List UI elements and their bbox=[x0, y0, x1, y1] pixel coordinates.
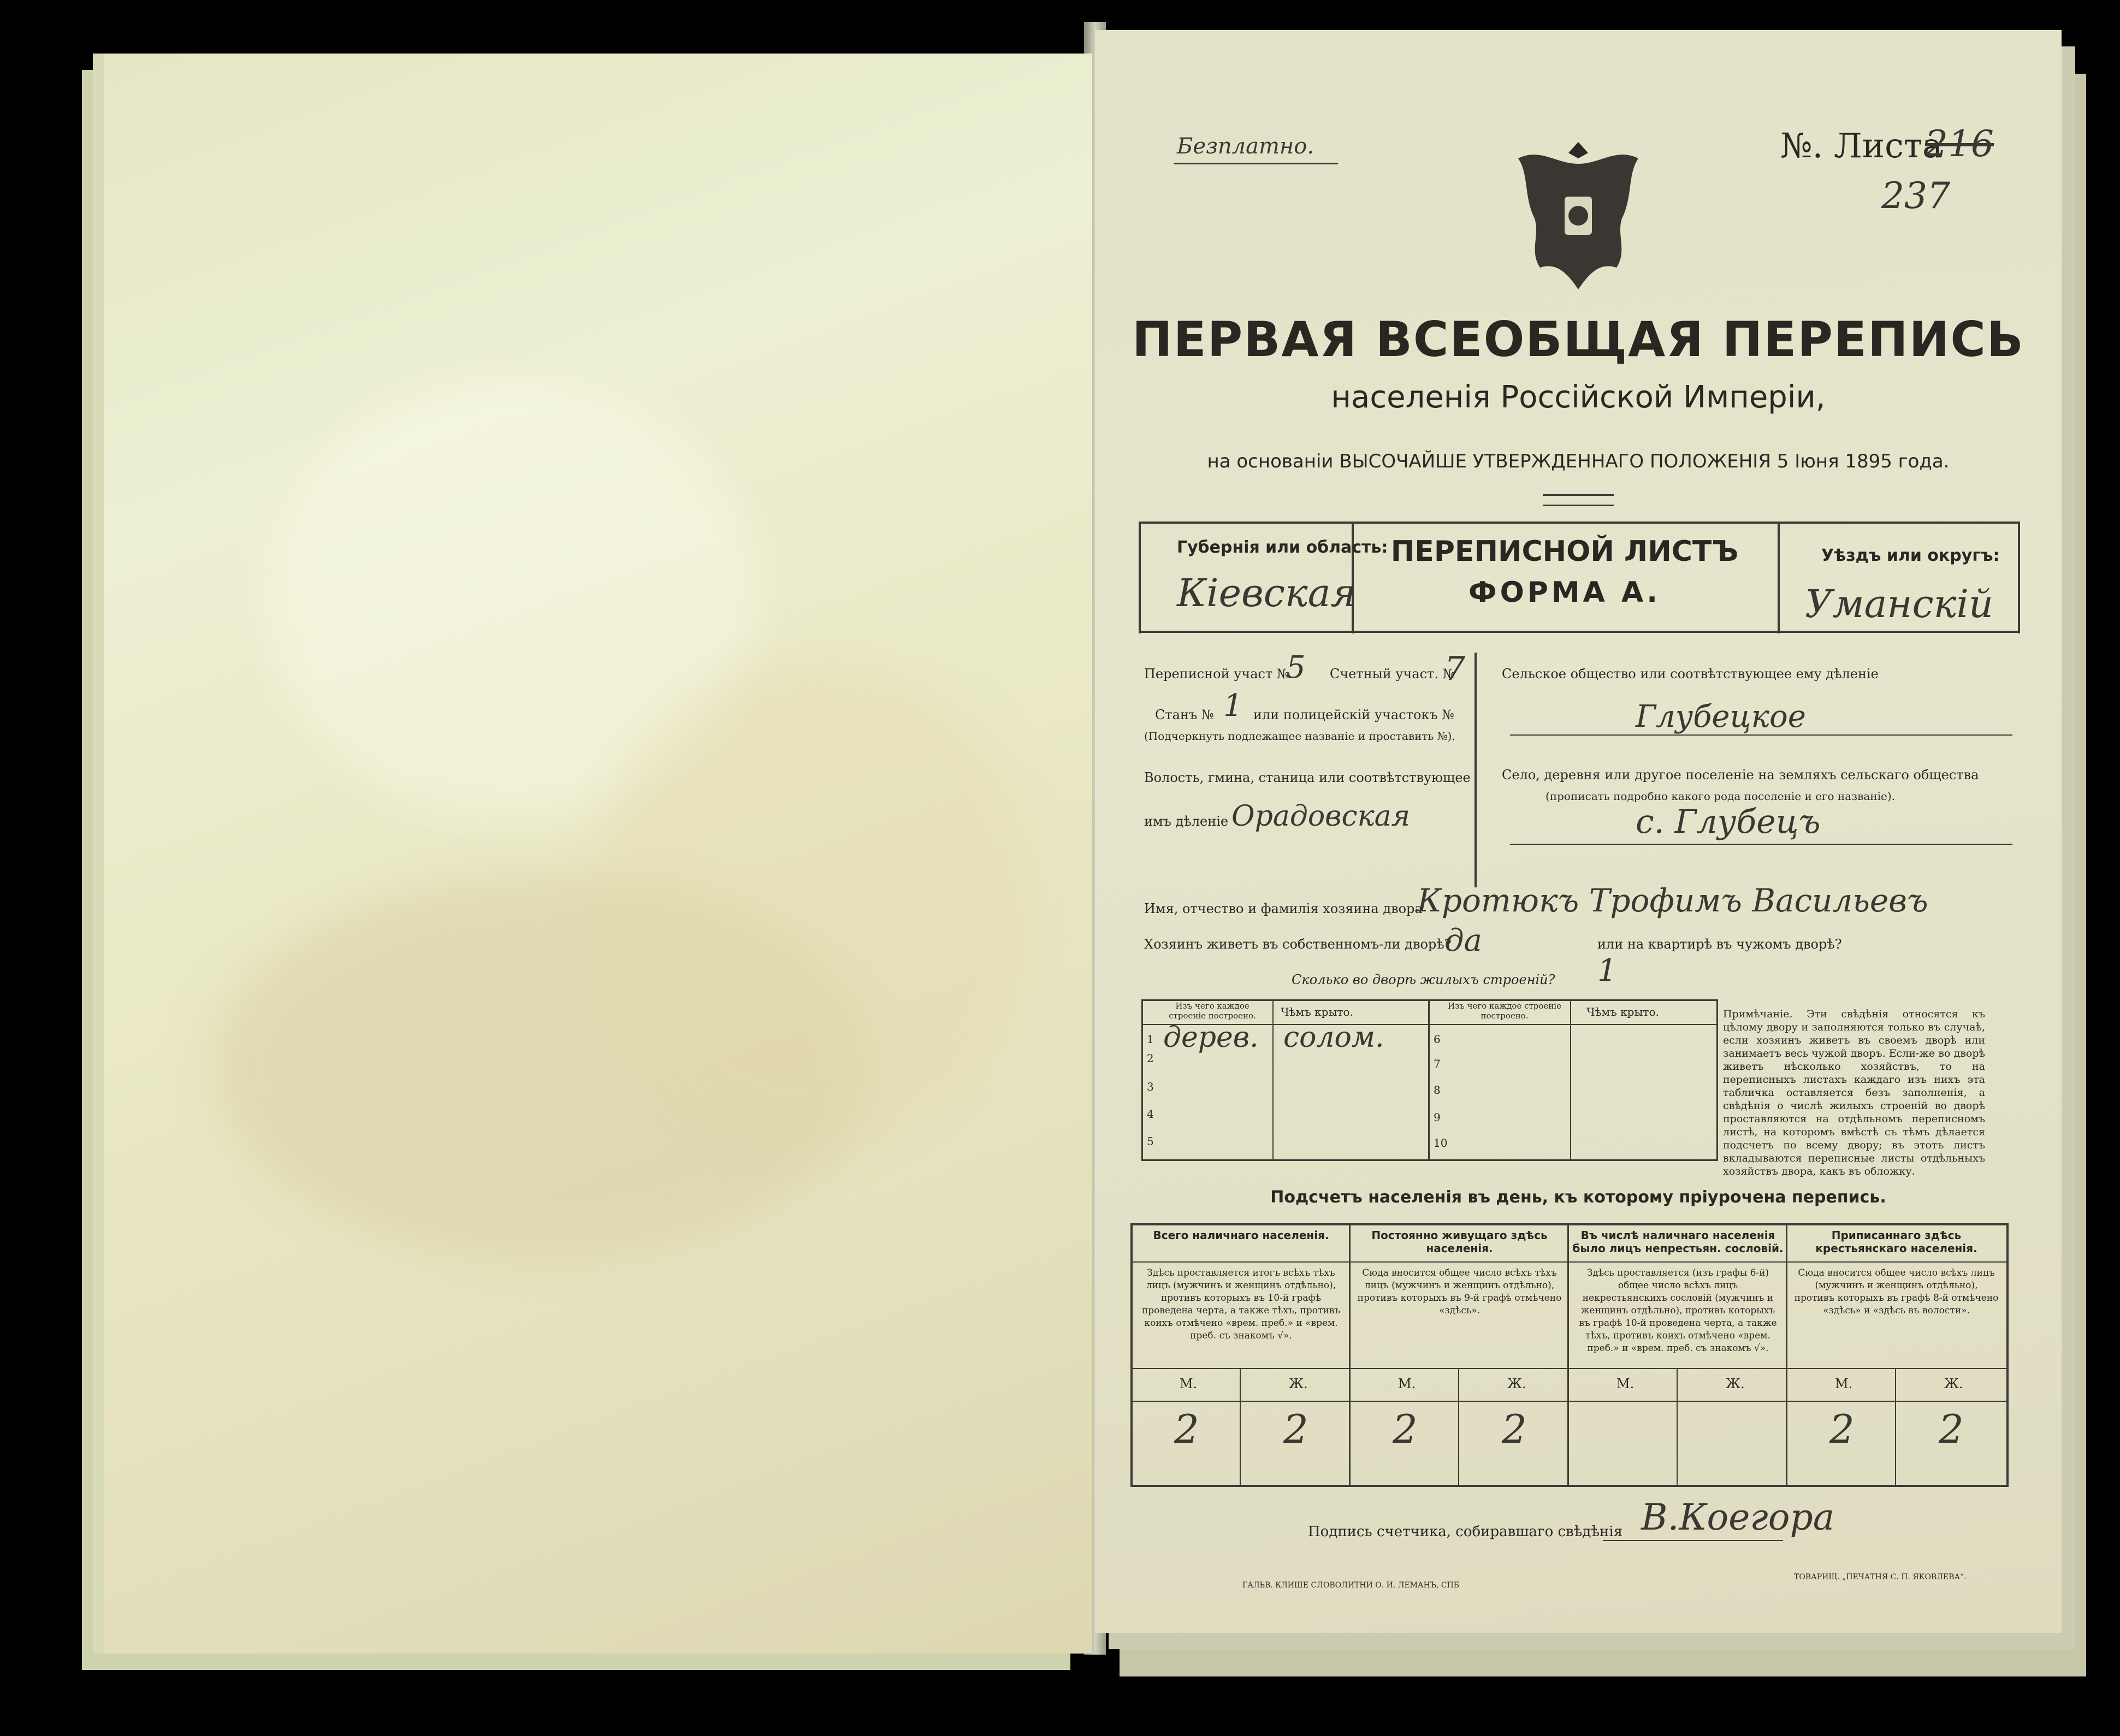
stan-label: Станъ № bbox=[1155, 707, 1214, 722]
row-number: 9 bbox=[1434, 1111, 1441, 1124]
buildings-value: 1 bbox=[1597, 953, 1617, 988]
police-label: или полицейскій участокъ № bbox=[1253, 707, 1455, 722]
col-material-left: Изъ чего каждое строеніе построено. bbox=[1169, 1001, 1256, 1021]
village-label: Село, деревня или другое поселеніе на земляхъ сельскаго общества bbox=[1502, 767, 1979, 783]
free-label: Безплатно. bbox=[1177, 134, 1314, 159]
pop-col1-m: 2 bbox=[1174, 1406, 1199, 1452]
row-number: 1 bbox=[1147, 1033, 1154, 1046]
pop-col4-head: Приписаннаго здѣсь крестьянскаго населенія. bbox=[1815, 1229, 1977, 1255]
pop-col4-desc: Сюда вносится общее число всѣхъ лицъ (мужчинъ и женщинъ отдѣльно), противъ которыхъ въ графѣ 8-й отмѣчено «здѣсь» и «здѣсь въ волости». bbox=[1794, 1267, 1999, 1316]
imperial-eagle-emblem bbox=[1507, 126, 1649, 300]
pop-f-label: Ж. bbox=[1507, 1376, 1526, 1391]
stan-value: 1 bbox=[1223, 688, 1243, 724]
col-roof-right: Чѣмъ крыто. bbox=[1586, 1005, 1659, 1018]
village-value: с. Глубецъ bbox=[1636, 803, 1821, 841]
form-subtitle: ФОРМА А. bbox=[1468, 576, 1661, 609]
pop-col4-f: 2 bbox=[1939, 1406, 1964, 1452]
row-number: 3 bbox=[1147, 1080, 1154, 1093]
sheet-number-label: №. Листа bbox=[1780, 126, 1943, 165]
own-yard-value: да bbox=[1444, 923, 1482, 958]
owner-label: Имя, отчество и фамилія хозяина двора bbox=[1144, 901, 1423, 916]
pop-col2-desc: Сюда вносится общее число всѣхъ тѣхъ лицъ (мужчинъ и женщинъ отдѣльно), противъ которыхъ въ 9-й графѣ отмѣчено «здѣсь». bbox=[1357, 1267, 1562, 1316]
own-yard-label: Хозяинъ живетъ въ собственномъ-ли дворѣ? bbox=[1144, 937, 1452, 952]
pop-col2-m: 2 bbox=[1393, 1406, 1418, 1452]
row-number: 6 bbox=[1434, 1033, 1441, 1046]
society-label: Сельское общество или соотвѣтствующее ему дѣленіе bbox=[1502, 666, 1879, 682]
row-number: 8 bbox=[1434, 1083, 1441, 1097]
note-text: Примѣчаніе. Эти свѣдѣнія относятся къ цѣлому двору и заполняются только въ случаѣ, если хозяинъ живетъ въ своемъ дворѣ или занимаетъ весь чужой дворъ. Если-же во дворѣ живетъ нѣсколько хозяйствъ, то на переписныхъ листахъ каждаго изъ нихъ эта табличка оставляется безъ заполненія, а свѣдѣнія о числѣ жилыхъ строеній во дворѣ проставляются на отдѣльномъ переписномъ листѣ, на которомъ вмѣстѣ съ тѣмъ дѣлается подсчетъ по всему двору; въ этотъ листъ вкладываются переписные листы отдѣльныхъ хозяйствъ двора, какъ въ обложку. bbox=[1723, 1008, 1985, 1177]
census-area-value: 5 bbox=[1286, 650, 1306, 685]
row-number: 7 bbox=[1434, 1057, 1441, 1070]
province-label: Губернія или область: bbox=[1177, 538, 1388, 557]
row-number: 2 bbox=[1147, 1052, 1154, 1065]
row-number: 4 bbox=[1147, 1107, 1154, 1121]
pop-f-label: Ж. bbox=[1726, 1376, 1745, 1391]
volost-label: Волость, гмина, станица или соотвѣтствующее bbox=[1144, 770, 1471, 785]
count-area-label: Счетный участ. № bbox=[1330, 666, 1455, 682]
pop-col2-f: 2 bbox=[1502, 1406, 1527, 1452]
owner-value: Кротюкъ Трофимъ Васильевъ bbox=[1417, 882, 1928, 919]
census-subtitle: населенія Россійской Имперіи, bbox=[1331, 380, 1826, 415]
census-form-page bbox=[1095, 30, 2062, 1633]
volost-label2: имъ дѣленіе bbox=[1144, 814, 1229, 829]
footer-left: ГАЛЬВ. КЛИШЕ СЛОВОЛИТНИ О. И. ЛЕМАНЪ, СПБ bbox=[1242, 1581, 1460, 1590]
form-title: ПЕРЕПИСНОЙ ЛИСТЪ bbox=[1390, 535, 1739, 568]
census-main-title: ПЕРВАЯ ВСЕОБЩАЯ ПЕРЕПИСЬ bbox=[1132, 311, 2024, 368]
buildings-label: Сколько во дворѣ жилыхъ строеній? bbox=[1292, 972, 1555, 987]
row-number: 10 bbox=[1434, 1136, 1448, 1150]
census-basis: на основаніи ВЫСОЧАЙШЕ УТВЕРЖДЕННАГО ПОЛОЖЕНІЯ 5 Іюня 1895 года. bbox=[1207, 451, 1950, 472]
pop-m-label: М. bbox=[1398, 1376, 1416, 1391]
pop-col4-m: 2 bbox=[1829, 1406, 1855, 1452]
volost-value: Орадовская bbox=[1231, 800, 1411, 833]
pop-m-label: М. bbox=[1835, 1376, 1853, 1391]
row-material: дерев. bbox=[1163, 1021, 1259, 1054]
pop-col1-f: 2 bbox=[1283, 1406, 1308, 1452]
footer-right: ТОВАРИЩ. „ПЕЧАТНЯ С. П. ЯКОВЛЕВА“. bbox=[1794, 1573, 1967, 1581]
ornament-divider bbox=[1543, 494, 1614, 506]
stan-note: (Подчеркнуть подлежащее названіе и проставить №). bbox=[1144, 730, 1455, 743]
row-roof: солом. bbox=[1283, 1021, 1384, 1054]
pop-col1-head: Всего наличнаго населенія. bbox=[1153, 1229, 1329, 1242]
pop-col1-desc: Здѣсь проставляется итогъ всѣхъ тѣхъ лицъ (мужчинъ и женщинъ отдѣльно), противъ которыхъ въ 10-й графѣ проведена черта, а также тѣхъ, противъ коихъ отмѣчено «врем. преб.» и «врем. преб. съ знакомъ √». bbox=[1141, 1267, 1341, 1341]
pop-f-label: Ж. bbox=[1289, 1376, 1308, 1391]
society-value: Глубецкое bbox=[1636, 699, 1806, 734]
population-table bbox=[1130, 1223, 2009, 1487]
district-value: Уманскій bbox=[1805, 582, 1993, 626]
pop-m-label: М. bbox=[1180, 1376, 1198, 1391]
pop-col3-head: Въ числѣ наличнаго населенія было лицъ непрестьян. сословій. bbox=[1572, 1229, 1784, 1255]
rent-label: или на квартирѣ въ чужомъ дворѣ? bbox=[1597, 937, 1842, 952]
census-area-label: Переписной участ № bbox=[1144, 666, 1289, 682]
pop-col3-desc: Здѣсь проставляется (изъ графы 6-й) общее число всѣхъ лицъ некрестьянскихъ сословій (мужчинъ и женщинъ отдѣльно), противъ которыхъ въ графѣ 10-й проведена черта, а также тѣхъ, противъ коихъ отмѣчено «врем. преб.» и «врем. преб. съ знакомъ √». bbox=[1579, 1267, 1777, 1354]
village-note: (прописать подробно какого рода поселеніе и его названіе). bbox=[1545, 790, 1895, 803]
population-title: Подсчетъ населенія въ день, къ которому пріурочена перепись. bbox=[1270, 1188, 1886, 1207]
count-area-value: 7 bbox=[1444, 650, 1466, 688]
col-material-right: Изъ чего каждое строеніе построено. bbox=[1448, 1001, 1561, 1021]
signature-value: В.Коегора bbox=[1641, 1496, 1835, 1538]
col-roof-left: Чѣмъ крыто. bbox=[1281, 1005, 1353, 1018]
signature-label: Подпись счетчика, собиравшаго свѣдѣнія bbox=[1308, 1524, 1623, 1540]
pop-f-label: Ж. bbox=[1944, 1376, 1963, 1391]
sheet-number-new: 237 bbox=[1881, 175, 1950, 217]
pop-col2-head: Постоянно живущаго здѣсь населенія. bbox=[1371, 1229, 1548, 1255]
province-value: Кіевская bbox=[1177, 571, 1356, 615]
sheet-number-crossed: 216 bbox=[1925, 123, 1994, 165]
pop-m-label: М. bbox=[1616, 1376, 1635, 1391]
left-blank-page bbox=[104, 54, 1092, 1654]
district-label: Уѣздъ или округъ: bbox=[1821, 546, 2000, 565]
row-number: 5 bbox=[1147, 1135, 1154, 1148]
